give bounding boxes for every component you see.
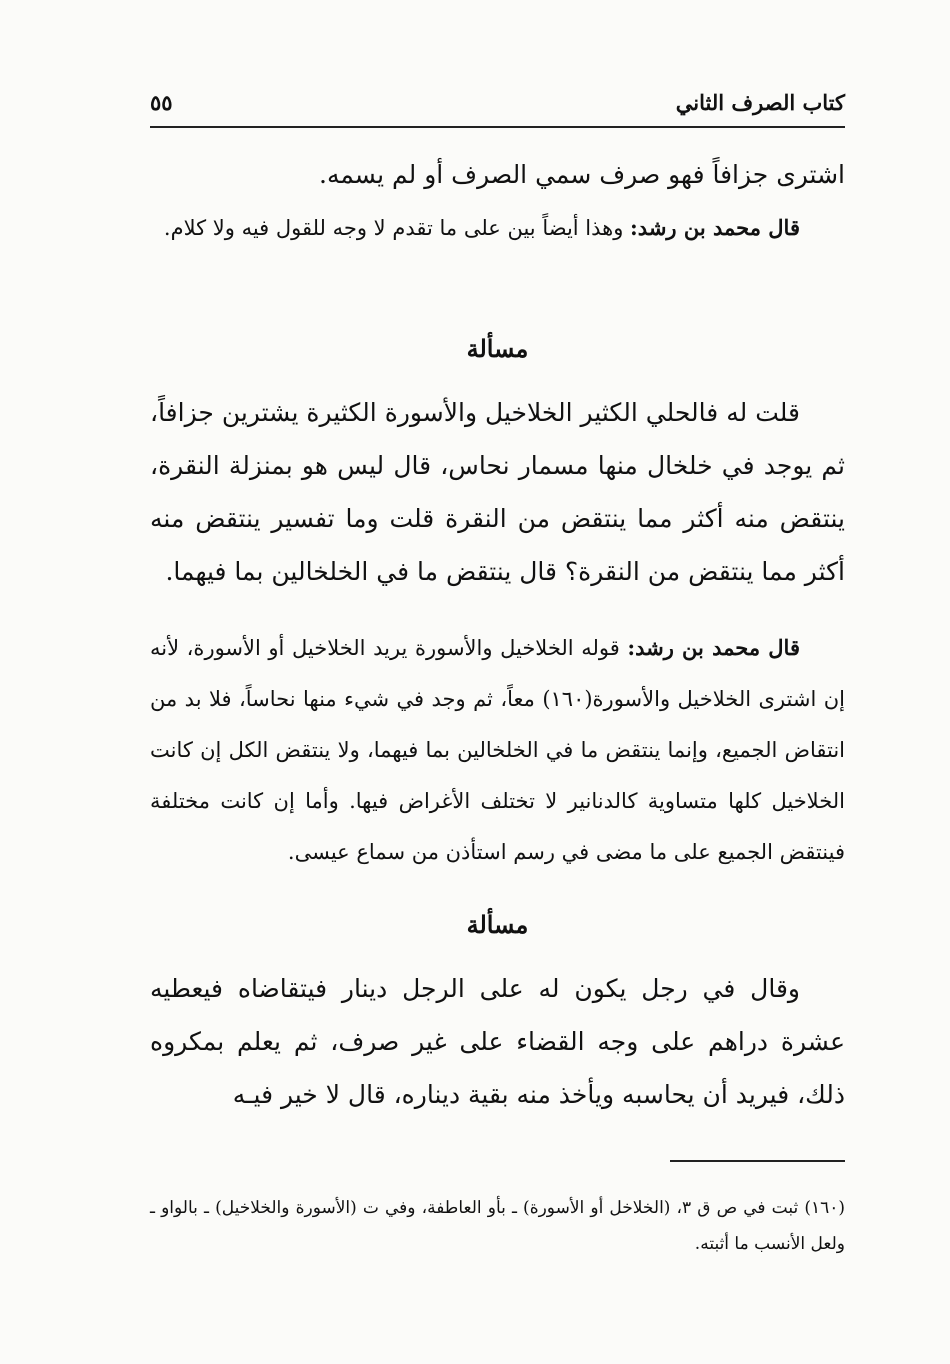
section-heading: مسألة (466, 334, 529, 363)
commentary-paragraph (150, 202, 845, 254)
page-header (150, 90, 845, 128)
commentary-speaker: قال محمد بن رشد: (627, 635, 800, 660)
commentary-text: وهذا أيضاً بين على ما تقدم لا وجه للقول فيه ولا كلام. (163, 216, 631, 240)
commentary-speaker: قال محمد بن رشد: (630, 215, 800, 240)
page-number: ٥٥ (150, 90, 173, 115)
section-heading: مسألة (466, 910, 529, 939)
question-paragraph: وقال في رجل يكون له على الرجل دينار فيتقاضاه فيعطيه عشرة دراهم على وجه القضاء على غير صرف، ثم يعلم بمكروه ذلك، فيريد أن يحاسبه ويأخذ منه بقية ديناره، قال لا خير فيـه (150, 974, 845, 1109)
running-title: كتاب الصرف الثاني (675, 90, 845, 115)
footnote: (١٦٠) ثبت في ص ق ٣، (الخلاخل أو الأسورة) ـ بأو العاطفة، وفي ت (الأسورة والخلاخيل) ـ بالواو ـ ولعل الأنسب ما أثبته. (150, 1198, 846, 1254)
paragraph-continuation: اشترى جزافاً فهو صرف سمي الصرف أو لم يسمه. (319, 160, 845, 189)
question-paragraph: قلت له فالحلي الكثير الخلاخيل والأسورة الكثيرة يشترين جزافاً، ثم يوجد في خلخال منها مسمار نحاس، قال ليس هو بمنزلة النقرة، ينتقض منه أكثر مما ينتقض من النقرة قلت وما تفسير ينتقض منه أكثر مما ينتقض من النقرة؟ قال ينتقض ما في الخلخالين بما فيهما. (150, 398, 845, 586)
commentary-text: قوله الخلاخيل والأسورة يريد الخلاخيل أو الأسورة، لأنه إن اشترى الخلاخيل والأسورة(١٦٠) معاً، ثم وجد في شيء منها نحاساً، فلا بد من انتقاض الجميع، وإنما ينتقض ما في الخلخالين بما فيهما، ولا ينتقض الكل إن كانت الخلاخيل كلها متساوية كالدنانير لا تختلف الأغراض فيها. وأما إن كانت مختلفة فينتقض الجميع على ما مضى في رسم استأذن من سماع عيسى. (150, 636, 845, 864)
commentary-paragraph (150, 622, 845, 878)
footnote-separator (670, 1160, 845, 1162)
